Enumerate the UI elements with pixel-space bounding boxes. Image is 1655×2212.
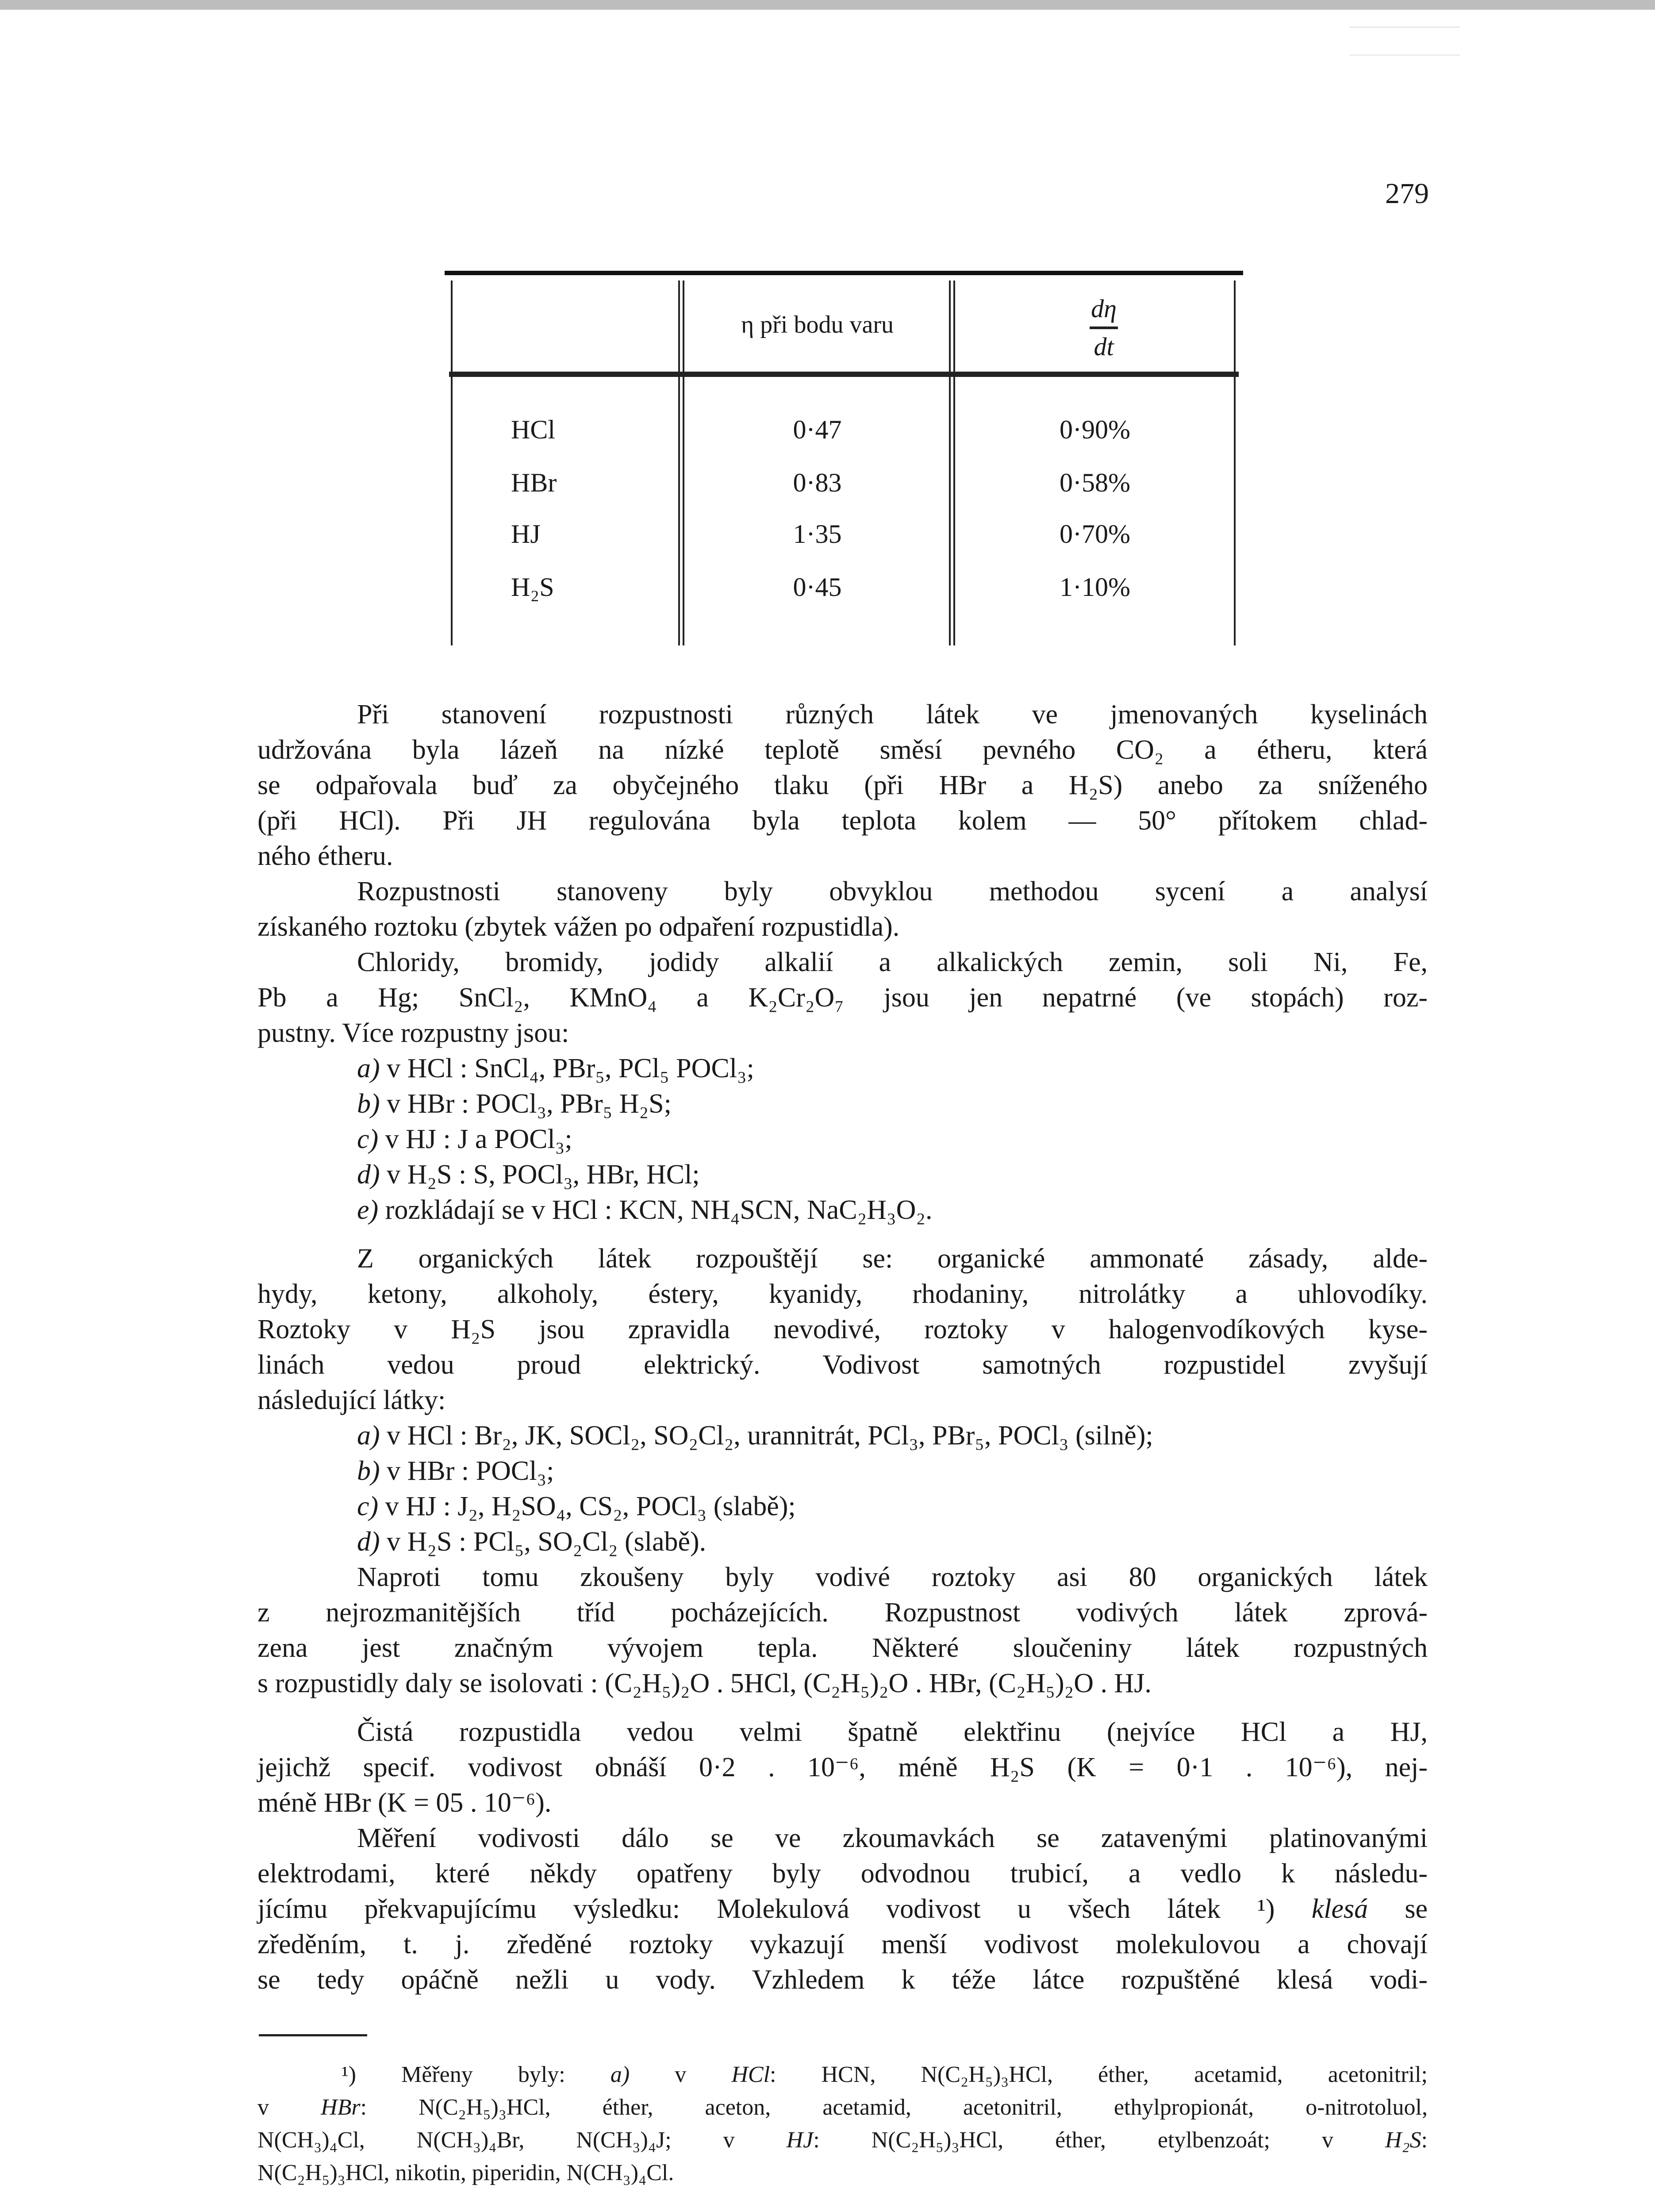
text-line: [257, 1666, 1428, 1701]
table-top-rule: [445, 271, 1243, 275]
body-text: [257, 697, 1428, 1997]
table-cell-eta: 0·83: [793, 468, 842, 497]
text-line: [257, 2124, 1428, 2157]
list-item: [257, 1453, 1428, 1489]
paragraph: [257, 945, 1428, 1051]
page-number: 279: [1385, 177, 1429, 210]
text-line: [257, 1559, 1428, 1595]
text-segment: zředěním, t. j. zředěné roztoky vykazují menší vodivost molekulovou a chovají: [257, 1929, 1428, 1959]
text-segment: Z organických látek rozpouštějí se: organické ammonaté zásady, alde-: [357, 1244, 1428, 1274]
text-line: [257, 1489, 1428, 1524]
list-item: [257, 1489, 1428, 1524]
table-left-border: [451, 280, 453, 645]
list-item: [257, 1086, 1428, 1121]
text-segment: v: [630, 2062, 732, 2087]
text-segment: s rozpustidly daly se isolovati : (C₂H₅)₂O . 5HCl, (C₂H₅)₂O . HBr, (C₂H₅)₂O . HJ.: [257, 1668, 1152, 1698]
italic-text: c): [357, 1124, 379, 1154]
italic-text: HBr: [321, 2095, 361, 2120]
text-line: [257, 909, 1428, 945]
table-cell-substance: HCl: [511, 415, 556, 444]
paragraph: [257, 874, 1428, 945]
text-segment: z nejrozmanitějších tříd pocházejících. Rozpustnost vodivých látek zprová-: [257, 1598, 1428, 1628]
text-line: [257, 1524, 1428, 1559]
text-line: [257, 980, 1428, 1015]
text-segment: následující látky:: [257, 1385, 446, 1415]
text-segment: v HBr : POCl₃, PBr₅ H₂S;: [380, 1089, 672, 1119]
text-segment: Při stanovení rozpustnosti různých látek ve jmenovaných kyselinách: [357, 699, 1428, 730]
text-segment: rozkládají se v HCl : KCN, NH₄SCN, NaC₂H₃O₂.: [378, 1195, 933, 1225]
paragraph: [257, 697, 1428, 874]
text-segment: v HCl : Br₂, JK, SOCl₂, SO₂Cl₂, urannitrát, PCl₃, PBr₅, POCl₃ (silně);: [380, 1421, 1153, 1451]
table-cell-deta-dt: 0·70%: [1060, 519, 1130, 549]
footnote: [257, 2058, 1428, 2189]
text-segment: jícímu překvapujícímu výsledku: Molekulová vodivost u všech látek ¹): [257, 1894, 1312, 1924]
text-line: [257, 1241, 1428, 1276]
text-segment: Chloridy, bromidy, jodidy alkalií a alkalických zemin, soli Ni, Fe,: [357, 947, 1428, 977]
text-segment: linách vedou proud elektrický. Vodivost samotných rozpustidel zvyšují: [257, 1350, 1428, 1380]
text-segment: v H₂S : PCl₅, SO₂Cl₂ (slabě).: [380, 1527, 707, 1557]
text-segment: Pb a Hg; SnCl₂, KMnO₄ a K₂Cr₂O₇ jsou jen nepatrné (ve stopách) roz-: [257, 983, 1428, 1013]
text-line: [257, 1453, 1428, 1489]
text-segment: N(C₂H₅)₃HCl, nikotin, piperidin, N(CH₃)₄Cl.: [257, 2160, 674, 2185]
table-column-divider: [949, 280, 951, 645]
text-line: [257, 2058, 1428, 2091]
text-segment: získaného roztoku (zbytek vážen po odpaření rozpustidla).: [257, 912, 900, 942]
text-line: [257, 1382, 1428, 1418]
list-item: [257, 1121, 1428, 1157]
italic-text: a): [357, 1053, 380, 1083]
italic-text: b): [357, 1089, 380, 1119]
text-line: [257, 1630, 1428, 1666]
text-segment: hydy, ketony, alkoholy, éstery, kyanidy, rhodaniny, nitrolátky a uhlovodíky.: [257, 1279, 1428, 1309]
table-cell-eta: 0·45: [793, 572, 842, 602]
text-segment: Rozpustnosti stanoveny byly obvyklou methodou sycení a analysí: [357, 876, 1428, 906]
italic-text: d): [357, 1527, 380, 1557]
table-right-border: [1234, 280, 1236, 645]
text-line: [257, 1051, 1428, 1086]
text-line: [257, 1121, 1428, 1157]
scan-artifact: [1349, 27, 1460, 56]
text-segment: v HJ : J₂, H₂SO₄, CS₂, POCl₃ (slabě);: [378, 1491, 796, 1521]
italic-text: HCl: [731, 2062, 770, 2087]
text-segment: ného étheru.: [257, 841, 393, 871]
text-line: [257, 1595, 1428, 1630]
text-segment: v HBr : POCl₃;: [380, 1456, 554, 1486]
text-segment: Roztoky v H₂S jsou zpravidla nevodivé, roztoky v halogenvodíkových kyse-: [257, 1314, 1428, 1344]
list-item: [257, 1192, 1428, 1228]
fraction-denominator: dt: [1094, 332, 1114, 361]
text-segment: méně HBr (K = 05 . 10⁻⁶).: [257, 1788, 552, 1818]
text-line: [257, 1192, 1428, 1228]
text-segment: v HJ : J a POCl₃;: [378, 1124, 572, 1154]
text-segment: N(CH₃)₄Cl, N(CH₃)₄Br, N(CH₃)₄J; v: [257, 2128, 787, 2153]
text-line: [257, 1856, 1428, 1891]
text-segment: se odpařovala buď za obyčejného tlaku (při HBr a H₂S) anebo za sníženého: [257, 770, 1428, 800]
text-line: [257, 1714, 1428, 1750]
italic-text: b): [357, 1456, 380, 1486]
text-segment: Měření vodivosti dálo se ve zkoumavkách se zatavenými platinovanými: [357, 1823, 1428, 1853]
italic-text: e): [357, 1195, 379, 1225]
text-line: [257, 838, 1428, 874]
text-line: [257, 1157, 1428, 1192]
paragraph: [257, 1820, 1428, 1997]
list-item: [257, 1524, 1428, 1559]
text-line: [257, 1962, 1428, 1997]
italic-text: c): [357, 1491, 379, 1521]
header-deta-dt: [1086, 293, 1121, 363]
text-segment: zena jest značným vývojem tepla. Některé sloučeniny látek rozpustných: [257, 1633, 1428, 1663]
text-segment: elektrodami, které někdy opatřeny byly odvodnou trubicí, a vedlo k následu-: [257, 1859, 1428, 1889]
table-cell-deta-dt: 1·10%: [1060, 572, 1130, 602]
fraction-bar: [1090, 326, 1118, 329]
text-line: [257, 732, 1428, 768]
text-segment: Naproti tomu zkoušeny byly vodivé roztoky asi 80 organických látek: [357, 1562, 1428, 1592]
table-cell-substance: HJ: [511, 519, 541, 549]
text-line: [257, 1891, 1428, 1927]
text-line: [257, 1086, 1428, 1121]
text-line: [257, 1015, 1428, 1051]
fraction-numerator: dη: [1091, 294, 1117, 323]
text-segment: v H₂S : S, POCl₃, HBr, HCl;: [380, 1160, 700, 1190]
text-segment: :: [1421, 2128, 1428, 2153]
text-line: [257, 697, 1428, 732]
paragraph: [257, 1241, 1428, 1418]
header-eta-boiling: η při bodu varu: [741, 311, 894, 338]
italic-text: klesá: [1311, 1894, 1368, 1924]
table-column-divider: [678, 280, 680, 645]
table-cell-deta-dt: 0·90%: [1060, 415, 1130, 444]
text-segment: v: [257, 2095, 321, 2120]
text-line: [257, 874, 1428, 909]
text-segment: v HCl : SnCl₄, PBr₅, PCl₅ POCl₃;: [380, 1053, 754, 1083]
text-line: [257, 1276, 1428, 1312]
table-cell-eta: 0·47: [793, 415, 842, 444]
table-cell-eta: 1·35: [793, 519, 842, 549]
viscosity-table: [445, 271, 1243, 647]
italic-text: a): [610, 2062, 630, 2087]
italic-text: H₂S: [1385, 2128, 1421, 2153]
italic-text: a): [357, 1421, 380, 1451]
text-segment: : N(C₂H₅)₃HCl, éther, etylbenzoát; v: [813, 2128, 1385, 2153]
text-segment: pustny. Více rozpustny jsou:: [257, 1018, 569, 1048]
italic-text: HJ: [786, 2128, 814, 2153]
footnote-rule: [259, 2034, 367, 2036]
text-line: [257, 1820, 1428, 1856]
table-cell-deta-dt: 0·58%: [1060, 468, 1130, 497]
table-header-rule: [449, 372, 1239, 375]
text-segment: se tedy opáčně nežli u vody. Vzhledem k téže látce rozpuštěné klesá vodi-: [257, 1965, 1428, 1995]
text-segment: udržována byla lázeň na nízké teplotě směsí pevného CO₂ a étheru, která: [257, 735, 1428, 765]
text-line: [257, 945, 1428, 980]
text-line: [257, 1750, 1428, 1785]
text-line: [257, 1312, 1428, 1347]
text-line: [257, 2091, 1428, 2124]
list-item: [257, 1157, 1428, 1192]
text-line: [257, 1927, 1428, 1962]
text-line: [257, 1418, 1428, 1453]
text-segment: jejichž specif. vodivost obnáší 0·2 . 10⁻⁶, méně H₂S (K = 0·1 . 10⁻⁶), nej-: [257, 1752, 1428, 1782]
text-segment: Čistá rozpustidla vedou velmi špatně elektřinu (nejvíce HCl a HJ,: [357, 1717, 1428, 1747]
text-segment: se: [1368, 1894, 1428, 1924]
text-line: [257, 1785, 1428, 1820]
list-item: [257, 1051, 1428, 1086]
list-item: [257, 1418, 1428, 1453]
paragraph: [257, 1559, 1428, 1701]
table-cell-substance: HBr: [511, 468, 557, 497]
italic-text: d): [357, 1160, 380, 1190]
text-segment: : N(C₂H₅)₃HCl, éther, aceton, acetamid, acetonitril, ethylpropionát, o-nitrotoluol,: [360, 2095, 1428, 2120]
text-segment: ¹) Měřeny byly:: [342, 2062, 611, 2087]
text-line: [257, 768, 1428, 803]
scan-edge-top: [0, 0, 1655, 10]
text-line: [257, 1347, 1428, 1382]
paragraph: [257, 1714, 1428, 1820]
text-segment: : HCN, N(C₂H₅)₃HCl, éther, acetamid, acetonitril;: [770, 2062, 1428, 2087]
text-line: [257, 803, 1428, 838]
table-cell-substance: H₂S: [511, 572, 554, 602]
text-line: [257, 2157, 1428, 2189]
text-segment: (při HCl). Při JH regulována byla teplota kolem — 50° přítokem chlad-: [257, 806, 1428, 836]
